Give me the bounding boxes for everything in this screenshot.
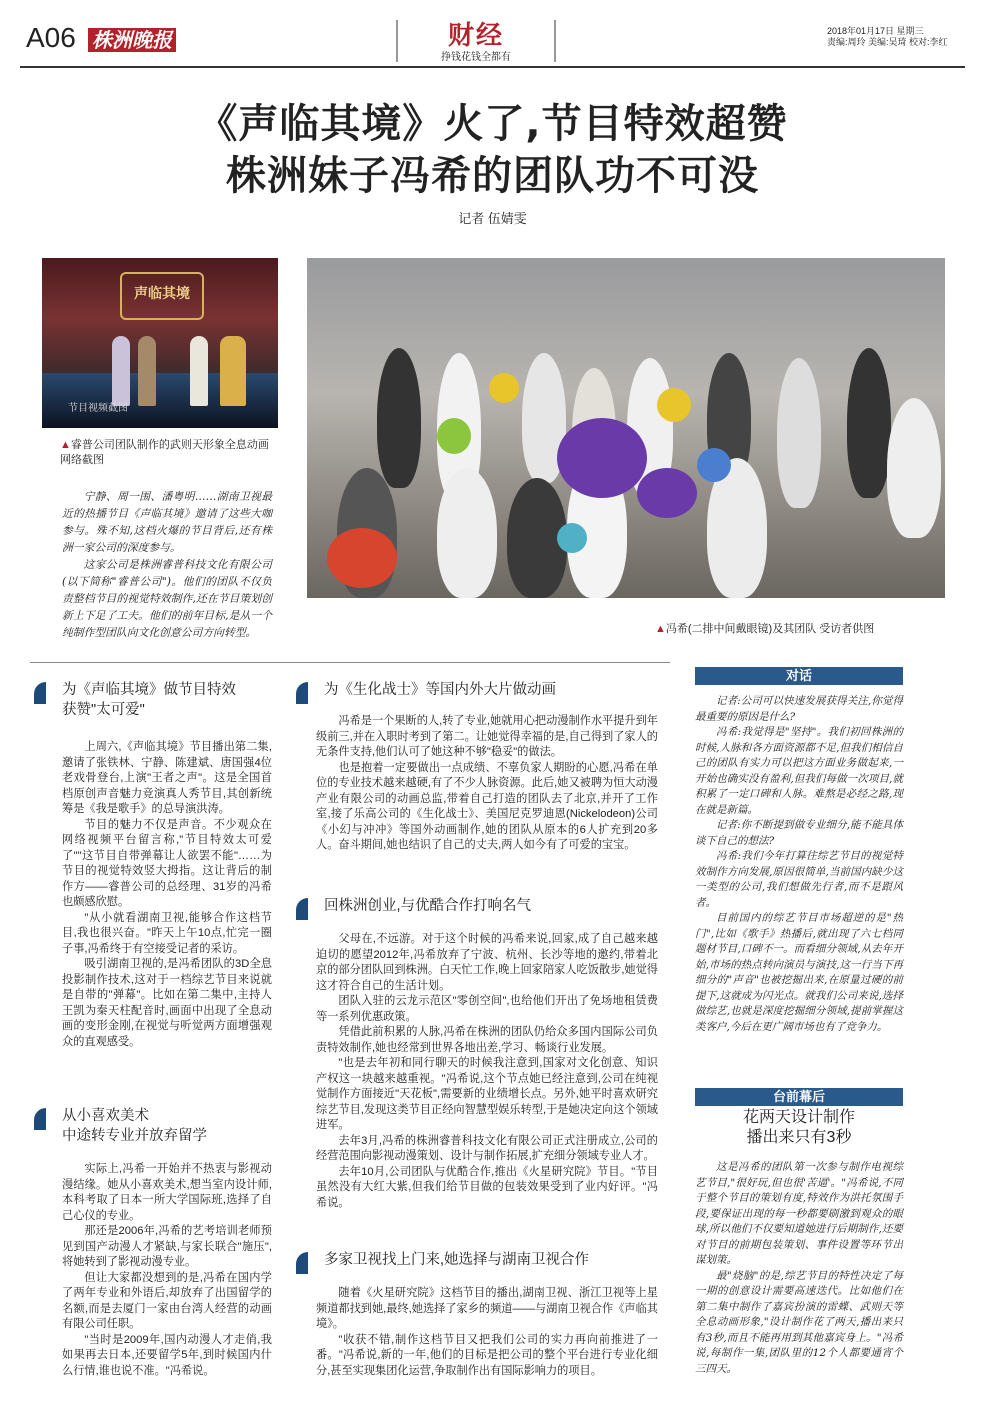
paragraph: "当时是2009年,国内动漫人才走俏,我如果再去日本,还要留学5年,到时候国内什么行情,谁也说不准。"冯希说。 — [62, 1333, 272, 1377]
paragraph: 去年10月,公司团队与优酷合作,推出《火星研究院》节目。"节目虽然没有大红大紫,但我们给节目做的包装效果受到了业内好评。"冯希说。 — [316, 1165, 658, 1209]
performer-figure — [190, 336, 208, 406]
paragraph: 冯希:我们今年打算往综艺节目的视觉特效制作方向发展,原因很简单,当前国内缺少这一类型的公司,我们想做先行者,而不是跟风者。 — [695, 850, 903, 909]
section-slogan: 挣钱花钱全都有 — [441, 52, 511, 63]
subhead-marker-icon — [34, 1108, 46, 1130]
issue-date: 2018年01月17日 星期三 — [827, 26, 924, 36]
plush-toy — [489, 373, 519, 403]
col1-subhead-1 — [62, 680, 272, 720]
paragraph: 冯希是一个果断的人,转了专业,她就用心把动漫制作水平提升到年级前三,并在入职时考到了第二。让她觉得幸福的是,自己得到了家人的无条件支持,他们认可了她这种不够"稳妥"的做法。 — [316, 715, 658, 758]
headline-line-1: 《声临其境》火了,节目特效超赞 — [197, 101, 788, 147]
lead-paragraph: 宁静、周一围、潘粤明……湖南卫视最近的热播节目《声临其境》邀请了这些大咖参与。殊不知,这档火爆的节目背后,还有株洲一家公司的深度参与。 — [62, 490, 272, 554]
paragraph: 去年3月,冯希的株洲睿普科技文化有限公司正式注册成立,公司的经营范围向影视动漫策划、设计与制作拓展,扩充细分领域专业人才。 — [316, 1134, 658, 1162]
headline-line-2: 株洲妹子冯希的团队功不可没 — [226, 153, 759, 199]
photo2-caption-text: 冯希(二排中间戴眼镜)及其团队 受访者供图 — [665, 623, 875, 635]
subhead-line: 从小喜欢美术 — [62, 1108, 149, 1124]
paragraph: 记者:你不断提到做专业细分,能不能具体谈下自己的想法? — [695, 819, 903, 847]
show-logo: 声临其境 — [120, 272, 204, 320]
paragraph: "从小就看湖南卫视,能够合作这档节目,我也很兴奋。"昨天上午10点,忙完一圈子事,冯希终于有空接受记者的采访。 — [62, 911, 272, 955]
paragraph: "也是去年初和同行聊天的时候我注意到,国家对文化创意、知识产权这一块越来越重视。"冯希说,这个节点她已经注意到,公司在纯视觉制作方面接近"天花板",需要新的业绩增长点。另外,她平时喜欢研究综艺节目,发现这类节目正经向智慧型娱乐转型,于是她决定向这个领域进军。 — [316, 1057, 658, 1131]
header-rule — [20, 66, 965, 68]
photo-watermark: 节目视频截图 — [68, 403, 128, 414]
paragraph: 父母在,不远游。对于这个时候的冯希来说,回家,成了自己越来越迫切的愿望2012年,冯希放弃了宁波、杭州、长沙等地的邀约,带着北京的部分团队回到株洲。白天忙工作,晚上回家陪家人吃饭散步,她觉得这才符合自己的生活计划。 — [316, 933, 658, 992]
paragraph: 实际上,冯希一开始并不热衷与影视动漫结缘。她从小喜欢美术,想当室内设计师,本科考取了日本一所大学国际班,选择了自己心仪的专业。 — [62, 1163, 272, 1222]
stage-photo — [42, 258, 278, 428]
paragraph: 吸引湖南卫视的,是冯希团队的3D全息投影制作技术,这对于一档综艺节目来说就是自带的"弹幕"。比如在第二集中,主持人王凯为秦天柱配音时,画面中出现了全息动画的变形金刚,在视觉与听觉两方面增强观众的直观感受。 — [62, 958, 272, 1048]
paragraph: 但让大家都没想到的是,冯希在国内学了两年专业和外语后,却放弃了出国留学的名额,而是去厦门一家由台湾人经营的动画有限公司任职。 — [62, 1271, 272, 1330]
backstage-title-line: 播出来只有3秒 — [746, 1129, 852, 1146]
plush-toy — [697, 448, 731, 482]
byline: 记者 伍婧雯 — [458, 211, 527, 226]
masthead-logo: 株洲晚报 — [88, 28, 176, 52]
subhead-marker-icon — [296, 898, 308, 920]
dialog-label: 对话 — [695, 667, 903, 685]
col2-text-2 — [316, 932, 658, 1211]
plush-toy — [327, 528, 397, 588]
plush-toy — [657, 388, 691, 422]
team-member — [847, 348, 891, 498]
subhead-line: 获赞"太可爱" — [62, 702, 145, 718]
paragraph: 也是抱着一定要做出一点成绩、不辜负家人期盼的心愿,冯希在单位的专业技术越来越硬,有了不少人脉资源。此后,她又被聘为恒大动漫产业有限公司的动画总监,带着自己打造的团队去了北京,并开了工作室,接了乐高公司的《生化战士》、美国尼克罗迪恩(Nickelodeon)公司《小幻与冲冲》等国外动画制作,她的团队从原本的6人扩充到20多人。奋斗期间,她也结识了自己的丈夫,两人如今有了可爱的宝宝。 — [316, 761, 658, 851]
paragraph: 冯希:我觉得是"坚持"。我们初回株洲的时候,人脉和各方面资源都不足,但我们相信自己的团队有实力可以把这方面业务做起来,一开始也确实没有盈利,但我们每做一次项目,就积累了一定口碑和人脉。难熬是必经之路,现在就是新篇。 — [695, 726, 903, 816]
subhead-line: 中途转专业并放弃留学 — [62, 1128, 207, 1144]
backstage-label: 台前幕后 — [695, 1088, 903, 1106]
col1-subhead-2 — [62, 1106, 272, 1146]
lead-paragraph: 这家公司是株洲睿普科技文化有限公司(以下简称"睿普公司")。他们的团队不仅负责整档节目的视觉特效制作,还在节目策划创新上下足了工夫。他们的前年目标,是从一个纯制作型团队向文化创意公司方向转型。 — [62, 558, 272, 639]
subhead-marker-icon — [34, 682, 46, 704]
team-member — [887, 398, 941, 538]
team-member — [777, 358, 821, 508]
caption-triangle-icon: ▲ — [60, 439, 71, 451]
col2-subhead-1: 为《生化战士》等国内外大片做动画 — [324, 682, 556, 698]
plush-toy — [637, 468, 697, 518]
caption-triangle-icon: ▲ — [655, 623, 666, 635]
team-member — [437, 468, 497, 598]
plush-toy — [437, 418, 471, 454]
dialog-text — [695, 694, 903, 1035]
lead-text — [62, 488, 272, 641]
paragraph: "收获不错,制作这档节目又把我们公司的实力再向前推进了一番。"冯希说,新的一年,他们的目标是把公司的整个平台进行专业化细分,甚至实现集团化运营,争取制作出有国际影响力的项目。 — [316, 1333, 658, 1377]
backstage-text — [695, 1160, 903, 1377]
paragraph: 上周六,《声临其境》节目播出第二集,邀请了张铁林、宁静、陈建斌、唐国强4位老戏骨登台,上演"王者之声"。这是全国首档原创声音魅力竞演真人秀节目,其创新统筹是《我是歌手》的总导演洪涛。 — [62, 741, 272, 815]
paragraph: 目前国内的综艺节目市场超逆的是"热门",比如《歌手》热播后,就出现了六七档同题材节目,口碑不一。而看细分领域,从去年开始,市场的热点转向演员与演技,这一行当下再细分的"声音"也被挖掘出来,在原量过硬的前提下,这就成为闪光点。就我们公司来说,选择做综艺,也就是深度挖掘细分领域,提前掌握这类客户,今后在更广阔市场也有了竞争力。 — [695, 912, 903, 1033]
page-number: A06 — [26, 22, 76, 53]
photo1-caption-text: 睿普公司团队制作的武则天形象全息动画 网络截图 — [60, 439, 269, 466]
col2-subhead-3: 多家卫视找上门来,她选择与湖南卫视合作 — [324, 1252, 590, 1268]
paragraph: 这是冯希的团队第一次参与制作电视综艺节目,"很好玩,但也很'苦逼'。"冯希说,不同于整个节目的策划有度,特效作为洪托氛围手段,要保证出现的每一秒都要刷激到观众的眼球,所以他们不仅要知道她进行后期制作,还要对节目的前期包装策划、事件设置等环节出谋划策。 — [695, 1161, 903, 1266]
plush-toy — [557, 523, 587, 553]
section-title: 财经 — [447, 21, 504, 51]
subhead-marker-icon — [296, 682, 308, 704]
editor-credits: 责编:周玲 美编:吴琦 校对:李红 — [827, 37, 948, 47]
paragraph: 凭借此前积累的人脉,冯希在株洲的团队仍给众多国内国际公司负责特效制作,她也经常到世界各地出差,学习、畅谈行业发展。 — [316, 1026, 658, 1054]
hologram-figure — [220, 336, 246, 406]
paragraph: 随着《火星研究院》这档节目的播出,湖南卫视、浙江卫视等上星频道都找到她,最终,她选择了家乡的频道——与湖南卫视合作《声临其境》。 — [316, 1287, 658, 1330]
backstage-title-line: 花两天设计制作 — [742, 1109, 855, 1126]
performer-figure — [112, 336, 130, 406]
section-divider — [30, 662, 670, 663]
plush-toy — [557, 418, 647, 498]
paragraph: 节目的魅力不仅是声音。不少观众在网络视频平台留言称,"节目特效太可爱了""这节目自带弹幕让人欲罢不能"……为节目的视觉特效竖大拇指。这让背后的制作方——睿普公司的总经理、31岁的冯希也颇感欣慰。 — [62, 818, 272, 908]
col2-text-3 — [316, 1286, 658, 1379]
photo2-caption — [655, 622, 945, 637]
team-member — [377, 348, 421, 488]
performer-figure — [138, 336, 156, 406]
col1-text-1 — [62, 740, 272, 1050]
team-photo — [307, 258, 945, 598]
paragraph: 那还是2006年,冯希的艺考培训老师预见到国产动漫人才紧缺,与家长联合"施压",将她转到了影视动漫专业。 — [62, 1225, 272, 1268]
col2-text-1 — [316, 714, 658, 854]
paragraph: 最"烧脑"的是,综艺节目的特性决定了每一期的创意设计需要高速迭代。比如他们在第二集中制作了嘉宾扮演的雷蝶、武则天等全息动画形象,"设计制作花了两天,播出来只有3秒,而且不能再用到其他嘉宾身上。"冯希说,每制作一集,团队里的12个人都要通宵个三四天。 — [695, 1269, 903, 1375]
section-header — [396, 20, 556, 62]
paragraph: 记者:公司可以快速发展获得关注,你觉得最重要的原因是什么? — [695, 695, 903, 723]
col1-text-2 — [62, 1162, 272, 1379]
subhead-line: 为《声临其境》做节目特效 — [62, 682, 236, 698]
paragraph: 团队入驻的云龙示范区"零创空间",也给他们开出了免场地租赁费等一系列优惠政策。 — [316, 995, 658, 1023]
col2-subhead-2: 回株洲创业,与优酷合作打响名气 — [324, 898, 532, 914]
backstage-title — [695, 1108, 903, 1148]
dateline — [827, 26, 967, 48]
subhead-marker-icon — [296, 1252, 308, 1274]
photo1-caption — [60, 438, 280, 468]
